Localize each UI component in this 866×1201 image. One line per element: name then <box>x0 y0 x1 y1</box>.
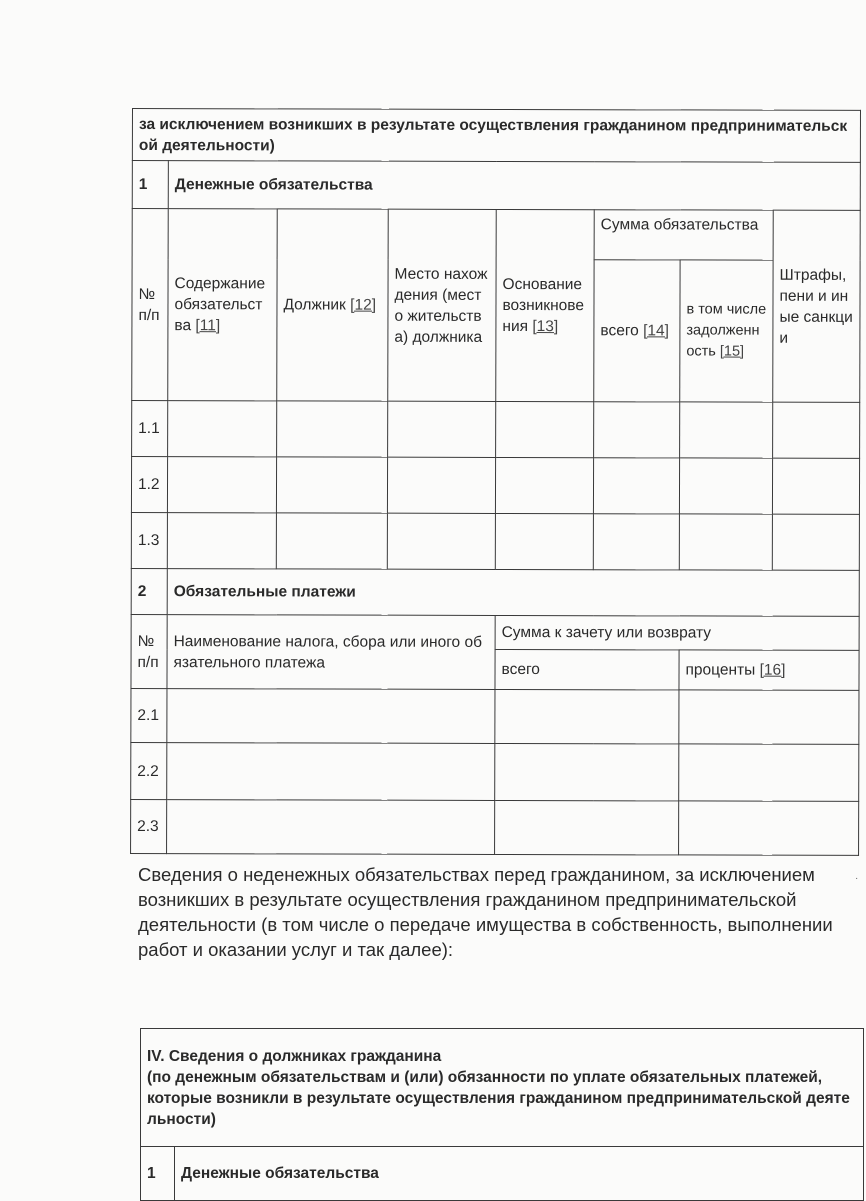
table-cell[interactable] <box>594 402 680 458</box>
nonmonetary-obligations-text: Сведения о неденежных обязательствах перед гражданином, за исключением возникших в результате осуществления гражданином предпринимательской деятельности (в том числе о передаче имущества в собственность, выполнении работ и оказании услуг и так далее): <box>138 864 833 960</box>
table-cell[interactable] <box>167 513 276 569</box>
table-cell[interactable] <box>593 458 679 514</box>
table-cell[interactable] <box>496 401 594 457</box>
footnote-ref[interactable]: [14] <box>643 322 669 340</box>
table-cell[interactable] <box>679 801 859 855</box>
p2-col-num-header: № п/п <box>131 614 167 688</box>
col-debtor-header: Должник [12] <box>277 209 389 401</box>
table-cell[interactable] <box>679 458 772 514</box>
table-cell[interactable] <box>388 401 496 457</box>
table-row <box>131 688 859 744</box>
row-number: 1.3 <box>131 512 167 568</box>
col-num-header: № п/п <box>132 209 169 401</box>
table-cell[interactable] <box>593 514 679 570</box>
part1-number: 1 <box>132 161 168 209</box>
col-penalties-header: Штрафы, пени и иные санкции <box>773 210 861 402</box>
col-location-header: Место нахождения (место жительства) должника <box>388 209 497 401</box>
col-total-header: всего [14] <box>594 260 680 402</box>
table-cell[interactable] <box>680 402 773 458</box>
part2-title: Обязательные платежи <box>167 569 859 617</box>
table-cell[interactable] <box>277 401 388 457</box>
table-row <box>132 401 860 459</box>
table-cell[interactable] <box>679 514 772 570</box>
footnote-ref[interactable]: [15] <box>719 343 745 360</box>
table-cell[interactable] <box>495 800 679 854</box>
table-cell[interactable] <box>495 457 593 513</box>
table-row <box>131 457 859 515</box>
table-cell[interactable] <box>276 457 387 513</box>
table-cell[interactable] <box>495 689 679 743</box>
p2-col-sum-header: Сумма к зачету или возврату <box>495 615 859 650</box>
table-cell[interactable] <box>495 743 679 800</box>
footnote-ref[interactable]: [16] <box>759 661 786 679</box>
col-basis-header: Основание возникновения [13] <box>496 209 595 401</box>
section4-table <box>140 1028 864 1201</box>
table-row <box>131 799 859 855</box>
table-cell[interactable] <box>167 457 276 513</box>
section4-heading <box>141 1029 864 1147</box>
table-cell[interactable] <box>387 457 495 513</box>
footnote-ref[interactable]: [11] <box>195 317 221 335</box>
table-cell[interactable] <box>679 690 859 744</box>
s4-part1-title: Денежные обязательства <box>175 1147 864 1201</box>
col-content-header: Содержание обязательства [11] <box>168 209 278 401</box>
p2-col-interest-header: проценты [16] <box>679 650 859 690</box>
table-cell[interactable] <box>679 744 859 801</box>
row-number: 1.2 <box>131 457 167 513</box>
table-cell[interactable] <box>387 513 495 569</box>
table-cell[interactable] <box>495 513 593 569</box>
part2-number: 2 <box>131 568 167 614</box>
row-number: 2.2 <box>131 742 167 799</box>
row-number: 2.1 <box>131 688 167 742</box>
row-number: 1.1 <box>132 401 168 457</box>
table-row <box>131 512 859 570</box>
row-number: 2.3 <box>131 799 167 853</box>
p2-col-name-header: Наименование налога, сбора или иного обязательного платежа <box>167 615 495 690</box>
table-cell[interactable] <box>167 743 495 801</box>
section3-table <box>130 108 861 856</box>
table-cell[interactable] <box>772 514 859 570</box>
table-cell[interactable] <box>168 401 277 457</box>
section3-intro: за исключением возникших в результате осуществления гражданином предпринимательской деятельности) <box>132 109 860 163</box>
col-sum-header: Сумма обязательства <box>594 210 773 260</box>
table-cell[interactable] <box>773 402 860 458</box>
table-row <box>131 742 859 801</box>
footnote-ref[interactable]: [12] <box>350 296 377 314</box>
table-cell[interactable] <box>772 458 859 514</box>
table-cell[interactable] <box>167 689 495 744</box>
col-arrears-header: в том числе задолженность [15] <box>680 260 773 402</box>
footnote-ref[interactable]: [13] <box>532 318 559 336</box>
scan-mark: · <box>855 873 859 884</box>
section4-heading-line: IV. Сведения о должниках гражданина <box>147 1047 442 1065</box>
section4-heading-line: (по денежным обязательствам и (или) обязанности по уплате обязательных платежей, <box>147 1068 823 1086</box>
section4-heading-line: которые возникли в результате осуществления гражданином предпринимательской деятельности) <box>147 1089 850 1128</box>
table-cell[interactable] <box>276 513 387 569</box>
table-cell[interactable] <box>167 800 495 855</box>
p2-col-total-header: всего <box>495 649 679 689</box>
s4-part1-number: 1 <box>141 1147 175 1201</box>
part1-title: Денежные обязательства <box>168 161 860 211</box>
